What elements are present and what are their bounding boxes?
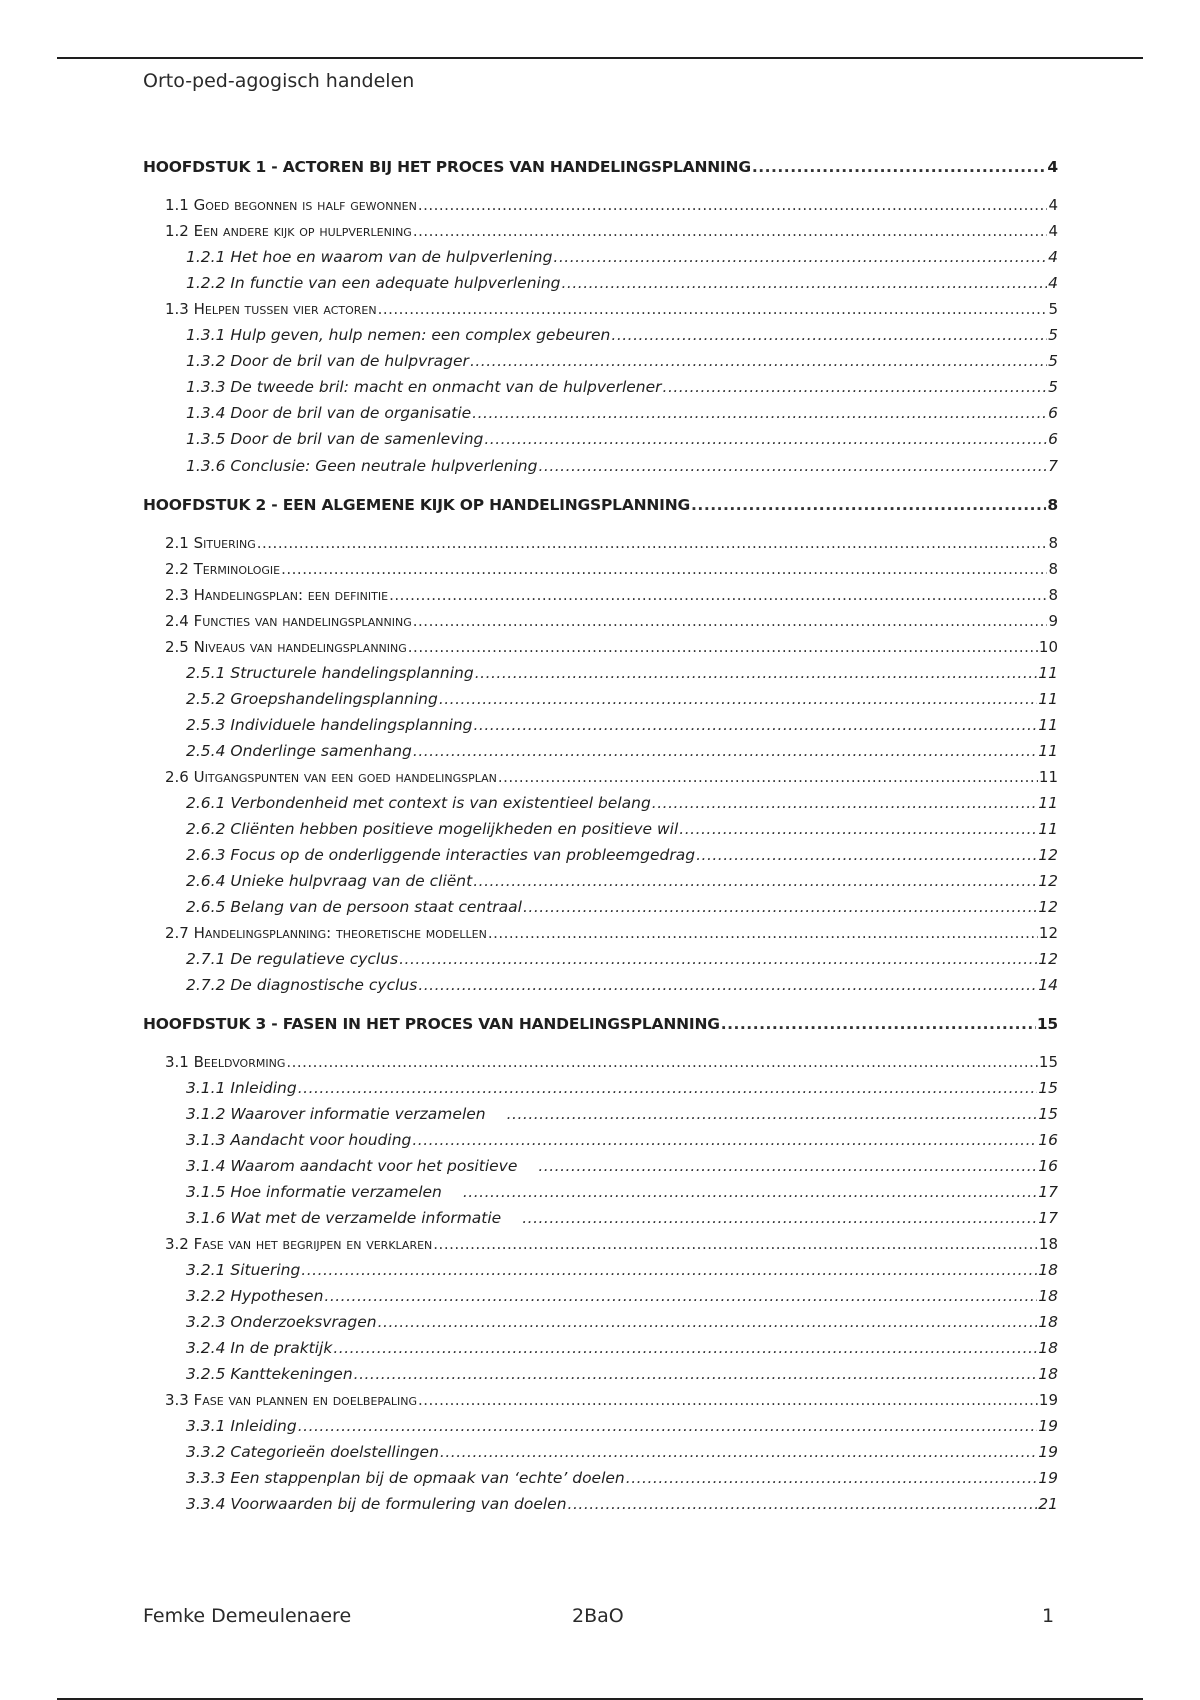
toc-entry-page-number: 5	[1048, 352, 1058, 370]
toc-entry-section[interactable]	[143, 766, 1058, 788]
toc-entry-label: 1.3 Helpen tussen vier actoren	[165, 300, 377, 318]
toc-entry-label: 3.2 Fase van het begrijpen en verklaren	[165, 1235, 433, 1253]
toc-entry-label: 2.4 Functies van handelingsplanning	[165, 612, 412, 630]
toc-entry-page-number: 12	[1038, 872, 1058, 890]
toc-entry-page-number: 6	[1048, 404, 1058, 422]
toc-entry-label: 1.3.2 Door de bril van de hulpvrager	[186, 352, 469, 370]
toc-entry-label: 3.2.1 Situering	[186, 1261, 301, 1279]
toc-entry-chapter[interactable]	[143, 494, 1058, 516]
toc-dot-leader	[752, 156, 1047, 178]
toc-entry-page-number: 5	[1048, 326, 1058, 344]
toc-entry-sub[interactable]	[143, 350, 1058, 372]
toc-entry-sub[interactable]	[143, 324, 1058, 346]
toc-entry-sub[interactable]	[143, 1207, 1058, 1229]
toc-entry-sub[interactable]	[143, 1129, 1058, 1151]
toc-entry-page-number: 19	[1038, 1469, 1058, 1487]
toc-entry-sub[interactable]	[143, 896, 1058, 918]
toc-entry-label: 3.2.5 Kanttekeningen	[186, 1365, 353, 1383]
toc-entry-sub[interactable]	[143, 792, 1058, 814]
toc-entry-page-number: 17	[1038, 1209, 1058, 1227]
footer-author: Femke Demeulenaere	[143, 1605, 352, 1627]
toc-entry-label: 2.5.2 Groepshandelingsplanning	[186, 690, 438, 708]
toc-entry-sub[interactable]	[143, 376, 1058, 398]
toc-dot-leader	[413, 610, 1048, 632]
toc-entry-section[interactable]	[143, 558, 1058, 580]
toc-entry-page-number: 8	[1048, 560, 1058, 578]
toc-dot-leader	[408, 636, 1038, 658]
toc-entry-section[interactable]	[143, 1389, 1058, 1411]
toc-entry-page-number: 18	[1038, 1261, 1058, 1279]
toc-dot-leader	[286, 1051, 1038, 1073]
toc-entry-sub[interactable]	[143, 1259, 1058, 1281]
toc-dot-leader	[488, 922, 1038, 944]
toc-entry-label: 3.1.6 Wat met de verzamelde informatie	[186, 1209, 502, 1227]
toc-entry-section[interactable]	[143, 532, 1058, 554]
toc-entry-page-number: 5	[1048, 378, 1058, 396]
toc-dot-leader	[418, 1389, 1038, 1411]
toc-dot-leader	[721, 1013, 1036, 1035]
toc-entry-page-number: 6	[1048, 430, 1058, 448]
toc-entry-page-number: 8	[1048, 586, 1058, 604]
toc-dot-leader	[473, 870, 1037, 892]
toc-entry-page-number: 5	[1048, 300, 1058, 318]
toc-entry-sub[interactable]	[143, 1103, 1058, 1125]
toc-entry-section[interactable]	[143, 636, 1058, 658]
toc-entry-section[interactable]	[143, 922, 1058, 944]
toc-entry-label: 3.1 Beeldvorming	[165, 1053, 286, 1071]
toc-entry-label: 2.2 Terminologie	[165, 560, 281, 578]
toc-entry-label: 2.7 Handelingsplanning: theoretische modellen	[165, 924, 487, 942]
toc-dot-leader	[413, 220, 1048, 242]
toc-dot-leader	[298, 1077, 1038, 1099]
toc-entry-page-number: 12	[1038, 950, 1058, 968]
toc-entry-page-number: 11	[1038, 690, 1058, 708]
toc-entry-label: 2.6 Uitgangspunten van een goed handelingsplan	[165, 768, 497, 786]
toc-entry-page-number: 16	[1038, 1157, 1058, 1175]
toc-entry-page-number: 17	[1038, 1183, 1058, 1201]
toc-dot-leader	[389, 584, 1047, 606]
toc-dot-leader	[472, 402, 1047, 424]
toc-dot-leader	[498, 766, 1038, 788]
toc-entry-label: 1.3.4 Door de bril van de organisatie	[186, 404, 472, 422]
toc-entry-sub[interactable]	[143, 662, 1058, 684]
toc-entry-label: 1.3.6 Conclusie: Geen neutrale hulpverlening	[186, 457, 538, 475]
toc-entry-page-number: 4	[1047, 158, 1058, 176]
footer-page-number: 1	[1042, 1605, 1055, 1627]
toc-entry-label: 1.2.1 Het hoe en waarom van de hulpverlening	[186, 248, 553, 266]
toc-entry-sub[interactable]	[143, 818, 1058, 840]
toc-dot-leader	[626, 1467, 1038, 1489]
toc-dot-leader	[433, 1233, 1038, 1255]
toc-entry-sub[interactable]	[143, 714, 1058, 736]
toc-entry-page-number: 10	[1038, 638, 1058, 656]
toc-dot-leader	[463, 1181, 1037, 1203]
toc-entry-label: 3.1.3 Aandacht voor houding	[186, 1131, 412, 1149]
toc-entry-page-number: 19	[1038, 1391, 1058, 1409]
toc-entry-label: 2.1 Situering	[165, 534, 256, 552]
toc-entry-sub[interactable]	[143, 1441, 1058, 1463]
toc-entry-label: 1.2 Een andere kijk op hulpverlening	[165, 222, 412, 240]
toc-entry-label: 3.2.3 Onderzoeksvragen	[186, 1313, 377, 1331]
toc-dot-leader	[562, 272, 1048, 294]
toc-dot-leader	[484, 428, 1047, 450]
toc-entry-page-number: 12	[1038, 846, 1058, 864]
toc-entry-page-number: 15	[1038, 1079, 1058, 1097]
toc-entry-sub[interactable]	[143, 1415, 1058, 1437]
toc-entry-chapter[interactable]	[143, 156, 1058, 178]
toc-dot-leader	[333, 1337, 1037, 1359]
toc-entry-page-number: 11	[1038, 820, 1058, 838]
toc-entry-label: 2.3 Handelingsplan: een definitie	[165, 586, 389, 604]
toc-entry-label: 3.3.2 Categorieën doelstellingen	[186, 1443, 439, 1461]
toc-entry-page-number: 19	[1038, 1443, 1058, 1461]
toc-entry-sub[interactable]	[143, 1155, 1058, 1177]
toc-entry-page-number: 18	[1038, 1287, 1058, 1305]
toc-dot-leader	[507, 1103, 1038, 1125]
toc-dot-leader	[418, 974, 1037, 996]
toc-entry-label: HOOFDSTUK 3 - FASEN IN HET PROCES VAN HANDELINGSPLANNING	[143, 1015, 720, 1033]
toc-entry-label: 3.3.1 Inleiding	[186, 1417, 297, 1435]
toc-dot-leader	[696, 844, 1037, 866]
toc-entry-page-number: 4	[1048, 274, 1058, 292]
toc-dot-leader	[378, 298, 1048, 320]
toc-entry-label: 2.6.4 Unieke hulpvraag van de cliënt	[186, 872, 473, 890]
toc-entry-label: 2.6.3 Focus op de onderliggende interacties van probleemgedrag	[186, 846, 696, 864]
toc-entry-label: 2.7.1 De regulatieve cyclus	[186, 950, 399, 968]
toc-entry-sub[interactable]	[143, 1493, 1058, 1515]
footer-class: 2BaO	[572, 1605, 624, 1627]
toc-dot-leader	[257, 532, 1048, 554]
toc-entry-label: 3.1.5 Hoe informatie verzamelen	[186, 1183, 442, 1201]
toc-entry-label: 2.5.3 Individuele handelingsplanning	[186, 716, 473, 734]
toc-entry-sub[interactable]	[143, 844, 1058, 866]
toc-entry-sub[interactable]	[143, 974, 1058, 996]
toc-entry-label: 3.3 Fase van plannen en doelbepaling	[165, 1391, 417, 1409]
toc-entry-page-number: 19	[1038, 1417, 1058, 1435]
toc-entry-page-number: 11	[1038, 742, 1058, 760]
toc-dot-leader	[378, 1311, 1038, 1333]
toc-entry-label: 2.7.2 De diagnostische cyclus	[186, 976, 418, 994]
toc-entry-page-number: 15	[1038, 1105, 1058, 1123]
toc-entry-sub[interactable]	[143, 740, 1058, 762]
toc-entry-label: 1.3.3 De tweede bril: macht en onmacht van de hulpverlener	[186, 378, 662, 396]
toc-entry-section[interactable]	[143, 584, 1058, 606]
toc-entry-section[interactable]	[143, 610, 1058, 632]
toc-dot-leader	[523, 896, 1037, 918]
toc-entry-sub[interactable]	[143, 1181, 1058, 1203]
toc-entry-page-number: 11	[1038, 794, 1058, 812]
toc-entry-page-number: 9	[1048, 612, 1058, 630]
toc-entry-sub[interactable]	[143, 1337, 1058, 1359]
toc-entry-section[interactable]	[143, 1051, 1058, 1073]
toc-dot-leader	[399, 948, 1037, 970]
toc-entry-label: 3.1.2 Waarover informatie verzamelen	[186, 1105, 486, 1123]
toc-dot-leader	[470, 350, 1047, 372]
toc-dot-leader	[440, 1441, 1037, 1463]
toc-entry-section[interactable]	[143, 220, 1058, 242]
toc-dot-leader	[412, 1129, 1037, 1151]
document-header-title: Orto-ped-agogisch handelen	[143, 70, 415, 92]
toc-entry-page-number: 18	[1038, 1313, 1058, 1331]
toc-entry-label: 2.5.4 Onderlinge samenhang	[186, 742, 412, 760]
toc-entry-label: 3.2.2 Hypothesen	[186, 1287, 324, 1305]
toc-dot-leader	[439, 688, 1037, 710]
toc-entry-sub[interactable]	[143, 1467, 1058, 1489]
toc-entry-page-number: 21	[1038, 1495, 1058, 1513]
toc-entry-section[interactable]	[143, 194, 1058, 216]
toc-dot-leader	[298, 1415, 1038, 1437]
toc-dot-leader	[568, 1493, 1038, 1515]
toc-entry-sub[interactable]	[143, 455, 1058, 477]
toc-entry-page-number: 11	[1038, 716, 1058, 734]
toc-entry-sub[interactable]	[143, 1363, 1058, 1385]
toc-dot-leader	[679, 818, 1037, 840]
toc-entry-label: 3.3.3 Een stappenplan bij de opmaak van ‘echte’ doelen	[186, 1469, 625, 1487]
toc-entry-label: 1.3.5 Door de bril van de samenleving	[186, 430, 484, 448]
toc-entry-sub[interactable]	[143, 1285, 1058, 1307]
toc-dot-leader	[354, 1363, 1038, 1385]
toc-entry-sub[interactable]	[143, 272, 1058, 294]
toc-entry-page-number: 7	[1048, 457, 1058, 475]
toc-entry-label: 2.6.2 Cliënten hebben positieve mogelijkheden en positieve wil	[186, 820, 679, 838]
toc-entry-label: 3.2.4 In de praktijk	[186, 1339, 333, 1357]
toc-entry-sub[interactable]	[143, 1311, 1058, 1333]
toc-entry-page-number: 18	[1038, 1365, 1058, 1383]
toc-entry-page-number: 18	[1038, 1235, 1058, 1253]
toc-entry-sub[interactable]	[143, 688, 1058, 710]
toc-dot-leader	[538, 1155, 1037, 1177]
toc-dot-leader	[611, 324, 1047, 346]
toc-entry-page-number: 4	[1048, 222, 1058, 240]
toc-entry-page-number: 18	[1038, 1339, 1058, 1357]
toc-entry-page-number: 12	[1038, 924, 1058, 942]
toc-dot-leader	[553, 246, 1047, 268]
toc-entry-page-number: 15	[1038, 1053, 1058, 1071]
toc-entry-sub[interactable]	[143, 1077, 1058, 1099]
toc-entry-page-number: 12	[1038, 898, 1058, 916]
toc-entry-page-number: 4	[1048, 196, 1058, 214]
toc-entry-label: 2.6.5 Belang van de persoon staat centraal	[186, 898, 522, 916]
toc-entry-page-number: 16	[1038, 1131, 1058, 1149]
toc-dot-leader	[663, 376, 1048, 398]
toc-entry-label: 1.2.2 In functie van een adequate hulpverlening	[186, 274, 561, 292]
toc-entry-sub[interactable]	[143, 246, 1058, 268]
toc-entry-sub[interactable]	[143, 870, 1058, 892]
toc-entry-page-number: 8	[1047, 496, 1058, 514]
toc-dot-leader	[522, 1207, 1037, 1229]
toc-entry-page-number: 11	[1038, 664, 1058, 682]
toc-entry-label: HOOFDSTUK 2 - EEN ALGEMENE KIJK OP HANDELINGSPLANNING	[143, 496, 691, 514]
toc-entry-label: 1.1 Goed begonnen is half gewonnen	[165, 196, 417, 214]
header-rule	[57, 57, 1143, 59]
toc-dot-leader	[281, 558, 1047, 580]
toc-entry-label: 3.3.4 Voorwaarden bij de formulering van doelen	[186, 1495, 567, 1513]
toc-entry-page-number: 11	[1038, 768, 1058, 786]
toc-entry-label: 1.3.1 Hulp geven, hulp nemen: een complex gebeuren	[186, 326, 611, 344]
toc-dot-leader	[324, 1285, 1037, 1307]
toc-entry-page-number: 8	[1048, 534, 1058, 552]
toc-entry-section[interactable]	[143, 1233, 1058, 1255]
toc-dot-leader	[418, 194, 1048, 216]
toc-entry-label: 3.1.1 Inleiding	[186, 1079, 297, 1097]
toc-entry-label: HOOFDSTUK 1 - ACTOREN BIJ HET PROCES VAN HANDELINGSPLANNING	[143, 158, 751, 176]
toc-entry-chapter[interactable]	[143, 1013, 1058, 1035]
toc-entry-sub[interactable]	[143, 948, 1058, 970]
toc-dot-leader	[475, 662, 1038, 684]
toc-dot-leader	[691, 494, 1046, 516]
toc-entry-label: 2.5 Niveaus van handelingsplanning	[165, 638, 407, 656]
toc-entry-page-number: 4	[1048, 248, 1058, 266]
toc-entry-page-number: 15	[1036, 1015, 1058, 1033]
toc-entry-section[interactable]	[143, 298, 1058, 320]
toc-dot-leader	[538, 455, 1047, 477]
toc-entry-label: 3.1.4 Waarom aandacht voor het positieve	[186, 1157, 518, 1175]
toc-dot-leader	[474, 714, 1038, 736]
toc-dot-leader	[301, 1259, 1037, 1281]
toc-entry-label: 2.6.1 Verbondenheid met context is van existentieel belang	[186, 794, 651, 812]
toc-entry-sub[interactable]	[143, 428, 1058, 450]
toc-entry-sub[interactable]	[143, 402, 1058, 424]
toc-entry-label: 2.5.1 Structurele handelingsplanning	[186, 664, 474, 682]
toc-entry-page-number: 14	[1038, 976, 1058, 994]
toc-dot-leader	[652, 792, 1037, 814]
toc-dot-leader	[413, 740, 1037, 762]
